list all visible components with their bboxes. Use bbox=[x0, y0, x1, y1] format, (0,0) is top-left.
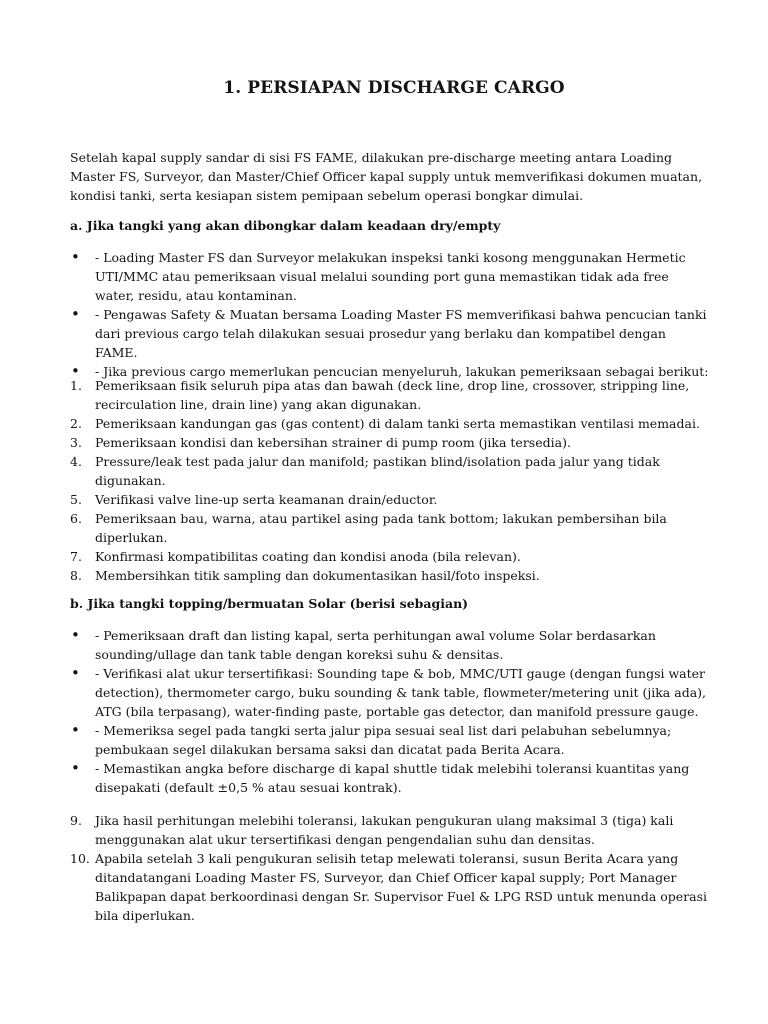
step-number: 6. bbox=[70, 511, 82, 526]
section-b-heading: b. Jika tangki topping/bermuatan Solar (berisi sebagian) bbox=[70, 596, 469, 611]
step-item bbox=[70, 452, 710, 490]
step-item bbox=[70, 849, 710, 925]
step-number: 2. bbox=[70, 416, 82, 431]
step-text: Apabila setelah 3 kali pengukuran selisih tetap melewati toleransi, susun Berita Acara yang ditandatangani Loading Master FS, Surveyor, dan Chief Officer kapal supply; Port Manager Balikpapan dapat berkoordinasi dengan Sr. Supervisor Fuel & LPG RSD untuk menunda operasi bila diperlukan. bbox=[95, 851, 708, 923]
step-number: 3. bbox=[70, 435, 82, 450]
step-text: Verifikasi valve line-up serta keamanan drain/eductor. bbox=[95, 492, 438, 507]
step-number: 9. bbox=[70, 813, 82, 828]
section-a-step-list bbox=[70, 376, 710, 585]
step-text: Membersihkan titik sampling dan dokumentasikan hasil/foto inspeksi. bbox=[95, 568, 540, 583]
step-text: Pemeriksaan kondisi dan kebersihan strainer di pump room (jika tersedia). bbox=[95, 435, 571, 450]
step-text: Pemeriksaan fisik seluruh pipa atas dan bawah (deck line, drop line, crossover, stripping line, recirculation line, drain line) yang akan digunakan. bbox=[95, 378, 690, 412]
step-number: 10. bbox=[70, 851, 90, 866]
intro-paragraph: Setelah kapal supply sandar di sisi FS FAME, dilakukan pre-discharge meeting antara Loading Master FS, Surveyor, dan Master/Chief Officer kapal supply untuk memverifikasi dokumen muatan, kondisi tanki, serta kesiapan sistem pemipaan sebelum operasi bongkar dimulai. bbox=[70, 150, 703, 203]
step-number: 7. bbox=[70, 549, 82, 564]
step-text: Konfirmasi kompatibilitas coating dan kondisi anoda (bila relevan). bbox=[95, 549, 521, 564]
bullet-item: • - Verifikasi alat ukur tersertifikasi: Sounding tape & bob, MMC/UTI gauge (dengan fungsi water detection), thermometer cargo, buku sounding & tank table, flowmeter/metering unit (jika ada), ATG (bila terpasang), water-finding paste, portable gas detector, dan manifold pressure gauge. bbox=[70, 664, 710, 721]
bullet-item: • - Memeriksa segel pada tangki serta jalur pipa sesuai seal list dari pelabuhan sebelumnya; pembukaan segel dilakukan bersama saksi dan dicatat pada Berita Acara. bbox=[70, 721, 710, 759]
step-number: 1. bbox=[70, 378, 82, 393]
step-number: 5. bbox=[70, 492, 82, 507]
section-b-step-list bbox=[70, 811, 710, 925]
section-b-bullet-list bbox=[70, 626, 710, 797]
step-text: Pressure/leak test pada jalur dan manifold; pastikan blind/isolation pada jalur yang tidak digunakan. bbox=[95, 454, 660, 488]
bullet-item: • - Memastikan angka before discharge di kapal shuttle tidak melebihi toleransi kuantitas yang disepakati (default ±0,5 % atau sesuai kontrak). bbox=[70, 759, 710, 797]
step-item bbox=[70, 376, 710, 414]
step-number: 8. bbox=[70, 568, 82, 583]
step-number: 4. bbox=[70, 454, 82, 469]
step-item bbox=[70, 811, 710, 849]
bullet-item: • - Pengawas Safety & Muatan bersama Loading Master FS memverifikasi bahwa pencucian tanki dari previous cargo telah dilakukan sesuai prosedur yang berlaku dan kompatibel dengan FAME. bbox=[70, 305, 710, 362]
step-item bbox=[70, 509, 710, 547]
section-a-bullet-list bbox=[70, 248, 710, 381]
step-text: Pemeriksaan kandungan gas (gas content) di dalam tanki serta memastikan ventilasi memadai. bbox=[95, 416, 700, 431]
step-item bbox=[70, 566, 710, 585]
step-item bbox=[70, 433, 710, 452]
step-item bbox=[70, 414, 710, 433]
step-text: Pemeriksaan bau, warna, atau partikel asing pada tank bottom; lakukan pembersihan bila diperlukan. bbox=[95, 511, 667, 545]
page-title: 1. PERSIAPAN DISCHARGE CARGO bbox=[223, 78, 565, 98]
step-item bbox=[70, 547, 710, 566]
step-item bbox=[70, 490, 710, 509]
step-text: Jika hasil perhitungan melebihi toleransi, lakukan pengukuran ulang maksimal 3 (tiga) kali menggunakan alat ukur tersertifikasi dengan pengendalian suhu dan densitas. bbox=[95, 813, 674, 847]
bullet-item: • - Loading Master FS dan Surveyor melakukan inspeksi tanki kosong menggunakan Hermetic UTI/MMC atau pemeriksaan visual melalui sounding port guna memastikan tidak ada free water, residu, atau kontaminan. bbox=[70, 248, 710, 305]
bullet-item: • - Jika previous cargo memerlukan pencucian menyeluruh, lakukan pemeriksaan sebagai berikut: bbox=[70, 362, 710, 381]
section-a-heading: a. Jika tangki yang akan dibongkar dalam keadaan dry/empty bbox=[70, 218, 501, 233]
bullet-item: • - Pemeriksaan draft dan listing kapal, serta perhitungan awal volume Solar berdasarkan sounding/ullage dan tank table dengan koreksi suhu & densitas. bbox=[70, 626, 710, 664]
